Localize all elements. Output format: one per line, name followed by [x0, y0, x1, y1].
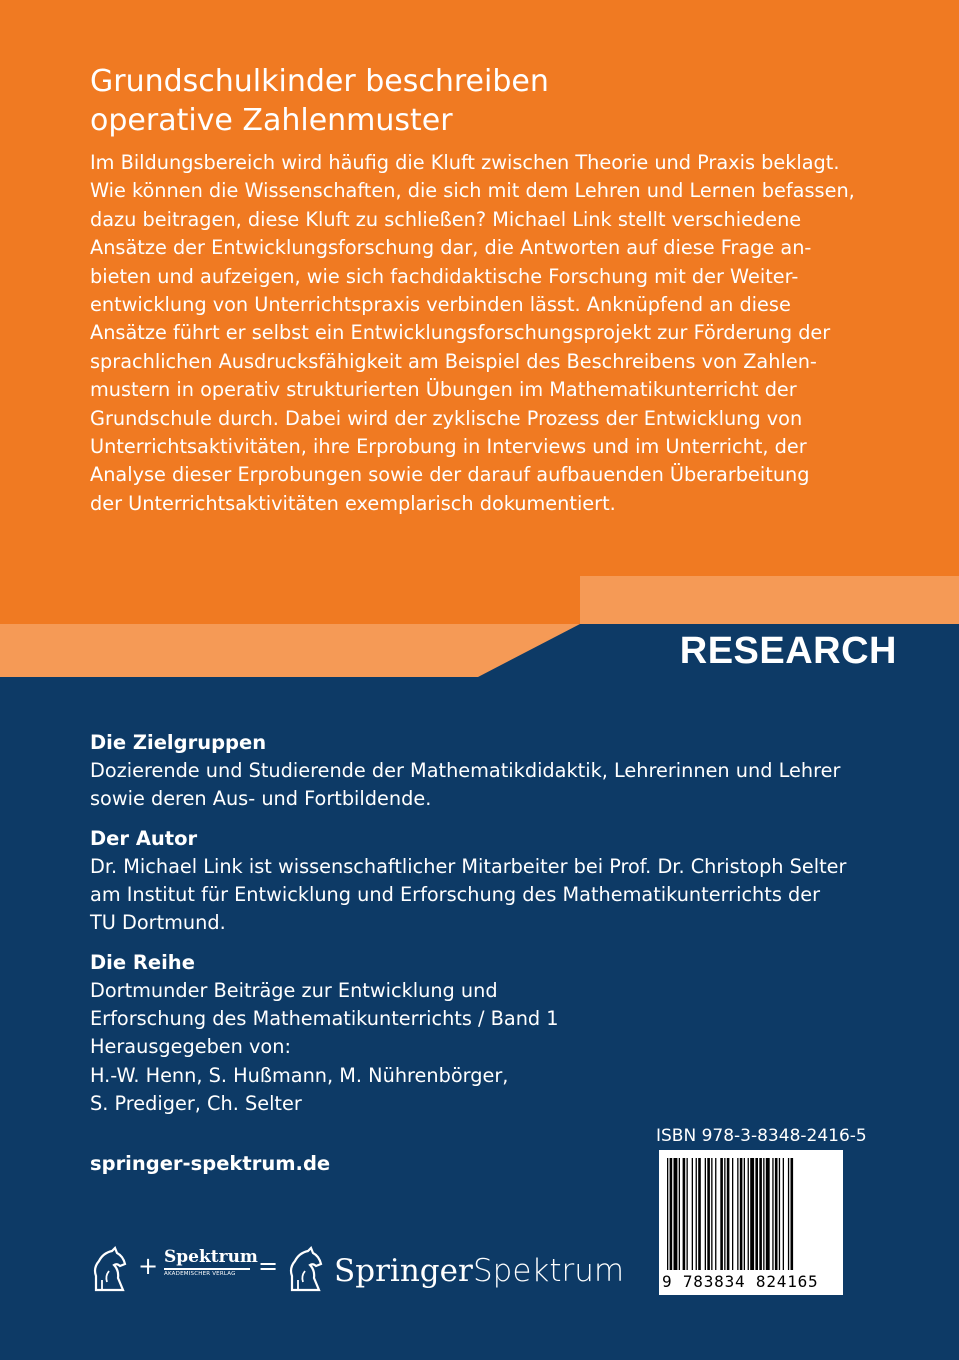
- barcode-bar: [687, 1158, 688, 1270]
- blurb-line: Im Bildungsbereich wird häufig die Kluft zwischen Theorie und Praxis beklagt.: [90, 151, 840, 174]
- section-line: S. Prediger, Ch. Selter: [90, 1091, 302, 1115]
- barcode-bar: [707, 1158, 710, 1270]
- barcode-bar: [744, 1158, 745, 1270]
- barcode-bar: [667, 1158, 668, 1270]
- publisher-logos: [90, 1240, 650, 1300]
- barcode-bar: [766, 1158, 770, 1270]
- blurb-line: dazu beitragen, diese Kluft zu schließen? Michael Link stellt verschiedene: [90, 207, 802, 231]
- barcode-bar: [788, 1158, 789, 1270]
- blurb-line: Ansätze führt er selbst ein Entwicklungsforschungsprojekt zur Förderung der: [90, 321, 831, 345]
- blurb-line: mustern in operativ strukturierten Übungen im Mathematikunterricht der: [90, 378, 797, 402]
- isbn-barcode: [656, 1124, 867, 1296]
- section-line: Dortmunder Beiträge zur Entwicklung und: [90, 979, 498, 1002]
- barcode-bar: [679, 1158, 680, 1270]
- barcode-bar: [732, 1158, 733, 1270]
- barcode-bar: [750, 1158, 754, 1270]
- barcode-bar: [783, 1158, 784, 1270]
- equals-sign: =: [258, 1252, 279, 1280]
- section-line: H.-W. Henn, S. Hußmann, M. Nührenbörger,: [90, 1063, 509, 1087]
- blurb-line: der Unterrichtsaktivitäten exemplarisch dokumentiert.: [90, 491, 616, 515]
- barcode-bar: [755, 1158, 758, 1270]
- publisher-website-link[interactable]: springer-spektrum.de: [90, 1152, 331, 1175]
- section-author: [90, 825, 910, 938]
- barcode-panel: [659, 1150, 843, 1295]
- barcode-bar: [748, 1158, 749, 1270]
- springer-horse-icon: [90, 1246, 130, 1292]
- spektrum-small-title: Spektrum: [164, 1246, 250, 1270]
- blurb-line: Analyse dieser Erprobungen sowie der darauf aufbauenden Überarbeitung: [90, 463, 810, 487]
- barcode-bar: [705, 1158, 706, 1270]
- barcode-bar: [775, 1158, 778, 1270]
- blurb-line: bieten und aufzeigen, wie sich fachdidaktische Forschung mit der Weiter-: [90, 264, 799, 288]
- barcode-bar: [696, 1158, 697, 1270]
- section-line: sowie deren Aus- und Fortbildende.: [90, 787, 432, 811]
- section-line: Herausgegeben von:: [90, 1035, 291, 1059]
- section-line: Dr. Michael Link ist wissenschaftlicher Mitarbeiter bei Prof. Dr. Christoph Selter: [90, 855, 847, 878]
- barcode-bar: [692, 1158, 693, 1270]
- spektrum-wordmark: Spektrum: [473, 1253, 625, 1289]
- isbn-label: ISBN 978-3-8348-2416-5: [656, 1126, 867, 1146]
- blurb-line: Grundschule durch. Dabei wird der zyklische Prozess der Entwicklung von: [90, 406, 803, 430]
- section-line: Dozierende und Studierende der Mathematikdidaktik, Lehrerinnen und Lehrer: [90, 759, 841, 782]
- blurb-line: Wie können die Wissenschaften, die sich mit dem Lehren und Lernen befassen,: [90, 179, 855, 203]
- barcode-bar: [683, 1158, 686, 1270]
- section-target-groups: [90, 729, 910, 813]
- spektrum-akademischer-logo: [164, 1246, 258, 1290]
- barcode-bar: [772, 1158, 773, 1270]
- barcode-bar: [670, 1158, 673, 1270]
- blurb-line: Unterrichtsaktivitäten, ihre Erprobung in Interviews und im Unterricht, der: [90, 435, 807, 459]
- title-line-1: Grundschulkinder beschreiben: [90, 64, 549, 99]
- section-heading: Der Autor: [90, 827, 198, 850]
- barcode-digits: 9 783834 824165: [662, 1272, 819, 1291]
- barcode-bar: [759, 1158, 762, 1270]
- plus-sign: +: [138, 1252, 159, 1280]
- barcode-bar: [715, 1158, 716, 1270]
- barcode-bar: [727, 1158, 730, 1270]
- barcode-bar: [791, 1158, 794, 1270]
- barcode-bar: [779, 1158, 780, 1270]
- barcode-bar: [720, 1158, 723, 1270]
- barcode-bar: [737, 1158, 738, 1270]
- section-heading: Die Reihe: [90, 951, 195, 974]
- spektrum-small-sub: AKADEMISCHER VERLAG: [164, 1271, 236, 1277]
- title-line-2: operative Zahlenmuster: [90, 103, 453, 138]
- springer-horse-icon: [286, 1246, 326, 1292]
- section-line: Erforschung des Mathematikunterrichts / Band 1: [90, 1007, 559, 1031]
- section-line: am Institut für Entwicklung und Erforschung des Mathematikunterrichts der: [90, 883, 821, 907]
- research-label: RESEARCH: [679, 630, 897, 672]
- section-line: TU Dortmund.: [90, 911, 226, 935]
- barcode-bar: [763, 1158, 764, 1270]
- book-title: [90, 62, 910, 140]
- blurb-line: entwicklung von Unterrichtspraxis verbinden lässt. Anknüpfend an diese: [90, 293, 791, 317]
- barcode-bar: [740, 1158, 743, 1270]
- barcode-bar: [711, 1158, 712, 1270]
- section-heading: Die Zielgruppen: [90, 731, 267, 754]
- book-blurb: [90, 149, 930, 518]
- springer-wordmark: Springer: [334, 1253, 473, 1289]
- section-series: [90, 949, 910, 1118]
- barcode-bar: [724, 1158, 725, 1270]
- barcode-bar: [674, 1158, 678, 1270]
- barcode-bar: [698, 1158, 701, 1270]
- blurb-line: Ansätze der Entwicklungsforschung dar, die Antworten auf diese Frage an-: [90, 236, 812, 260]
- blurb-line: sprachlichen Ausdrucksfähigkeit am Beispiel des Beschreibens von Zahlen-: [90, 349, 817, 373]
